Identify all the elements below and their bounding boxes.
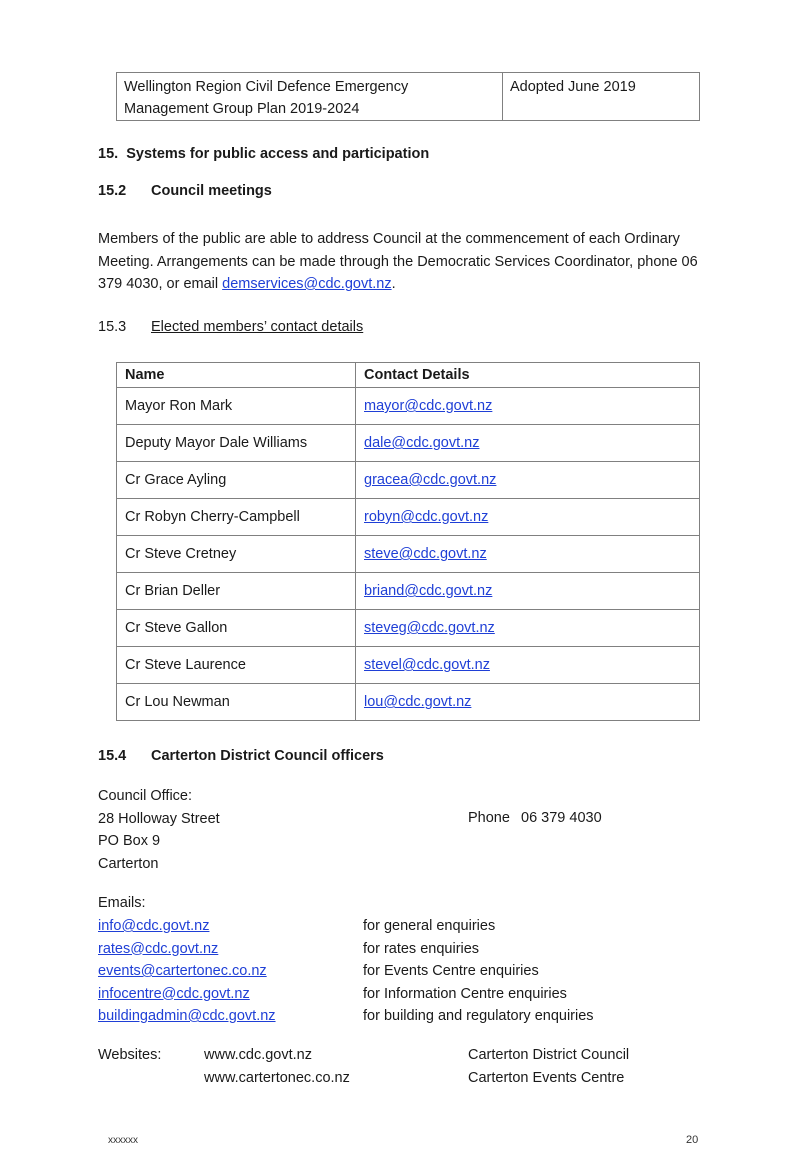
section-15-heading: [98, 146, 429, 162]
website-url[interactable]: www.cdc.govt.nz: [204, 1047, 312, 1063]
list-item: [98, 960, 698, 983]
table-row: [117, 388, 700, 425]
address-line: Carterton: [98, 855, 159, 872]
websites-label: Websites:: [98, 1047, 162, 1063]
emails-list: [98, 915, 698, 1028]
email-purpose: for Information Centre enquiries: [363, 985, 567, 1002]
council-office-block: [98, 785, 220, 875]
table-row: [117, 610, 700, 647]
website-name: Carterton Events Centre: [468, 1069, 625, 1086]
member-name: Cr Grace Ayling: [117, 462, 356, 499]
office-phone: [468, 807, 602, 830]
email-purpose: for Events Centre enquiries: [363, 963, 539, 979]
paragraph-end: .: [391, 276, 396, 292]
member-name: Deputy Mayor Dale Williams: [117, 425, 356, 462]
document-status-cell: Adopted June 2019: [503, 73, 700, 121]
name-column-header: Name: [117, 363, 356, 388]
section-number: 15.3: [98, 319, 127, 335]
member-name: Cr Robyn Cherry-Campbell: [117, 499, 356, 536]
table-row: [117, 425, 700, 462]
list-item: [98, 983, 698, 1006]
member-email-link[interactable]: robyn@cdc.govt.nz: [364, 509, 489, 525]
table-row: [117, 462, 700, 499]
member-name: Cr Lou Newman: [117, 684, 356, 721]
email-link[interactable]: info@cdc.govt.nz: [98, 918, 210, 934]
section-number: 15.: [98, 146, 119, 162]
section-15-3-heading: [98, 319, 363, 335]
member-name: Cr Brian Deller: [117, 573, 356, 610]
list-item: [204, 1044, 674, 1067]
council-meetings-paragraph: [98, 228, 708, 296]
email-purpose: for rates enquiries: [363, 940, 480, 957]
email-purpose: for building and regulatory enquiries: [363, 1008, 594, 1024]
website-url[interactable]: www.cartertonec.co.nz: [204, 1069, 350, 1086]
phone-number: 06 379 4030: [521, 810, 602, 826]
member-email-link[interactable]: steveg@cdc.govt.nz: [364, 620, 495, 636]
member-email-link[interactable]: gracea@cdc.govt.nz: [364, 472, 497, 488]
member-name: Cr Steve Cretney: [117, 536, 356, 573]
email-link[interactable]: rates@cdc.govt.nz: [98, 940, 219, 957]
member-email-link[interactable]: mayor@cdc.govt.nz: [364, 398, 493, 414]
section-number: 15.4: [98, 748, 127, 764]
member-name: Cr Steve Laurence: [117, 647, 356, 684]
demservices-email-link[interactable]: demservices@cdc.govt.nz: [222, 276, 392, 292]
member-email-link[interactable]: lou@cdc.govt.nz: [364, 694, 472, 710]
section-title: Elected members’ contact details: [151, 319, 364, 335]
table-row: [117, 573, 700, 610]
office-label: Council Office:: [98, 788, 193, 804]
section-15-2-heading: [98, 183, 272, 199]
table-row: [117, 536, 700, 573]
section-title: Council meetings: [151, 183, 272, 199]
section-title: Systems for public access and participation: [126, 146, 430, 162]
section-number: 15.2: [98, 183, 127, 199]
member-email-link[interactable]: briand@cdc.govt.nz: [364, 583, 493, 599]
email-link[interactable]: infocentre@cdc.govt.nz: [98, 985, 250, 1002]
contact-column-header: Contact Details: [356, 363, 700, 388]
table-row: [117, 684, 700, 721]
websites-list: [204, 1044, 674, 1089]
email-link[interactable]: buildingadmin@cdc.govt.nz: [98, 1008, 276, 1024]
email-link[interactable]: events@cartertonec.co.nz: [98, 963, 267, 979]
table-row: [117, 499, 700, 536]
list-item: [204, 1067, 674, 1090]
member-name: Cr Steve Gallon: [117, 610, 356, 647]
footer-code: xxxxxx: [108, 1135, 138, 1146]
page-number: 20: [686, 1134, 699, 1146]
document-title-cell: Wellington Region Civil Defence Emergency Management Group Plan 2019-2024: [117, 73, 503, 121]
table-row: [117, 647, 700, 684]
list-item: [98, 915, 698, 938]
address-line: 28 Holloway Street: [98, 810, 220, 827]
email-purpose: for general enquiries: [363, 918, 496, 934]
section-15-4-heading: [98, 748, 384, 764]
phone-label: Phone: [468, 810, 510, 826]
website-name: Carterton District Council: [468, 1047, 630, 1063]
table-header-row: [117, 363, 700, 388]
table-row: [117, 73, 700, 121]
section-title: Carterton District Council officers: [151, 748, 384, 764]
list-item: [98, 938, 698, 961]
member-email-link[interactable]: stevel@cdc.govt.nz: [364, 657, 490, 673]
elected-members-table: [116, 362, 700, 721]
emails-label: Emails:: [98, 895, 146, 911]
member-email-link[interactable]: steve@cdc.govt.nz: [364, 546, 487, 562]
list-item: [98, 1005, 698, 1028]
paragraph-text: Members of the public are able to address Council at the commencement of each Ordinary Meeting. Arrangements can be made through the Democratic Services Coordinator, phone 06 379 4030, or email: [98, 231, 698, 292]
member-name: Mayor Ron Mark: [117, 388, 356, 425]
plan-reference-table: [116, 72, 700, 121]
address-line: PO Box 9: [98, 833, 161, 849]
member-email-link[interactable]: dale@cdc.govt.nz: [364, 435, 480, 451]
